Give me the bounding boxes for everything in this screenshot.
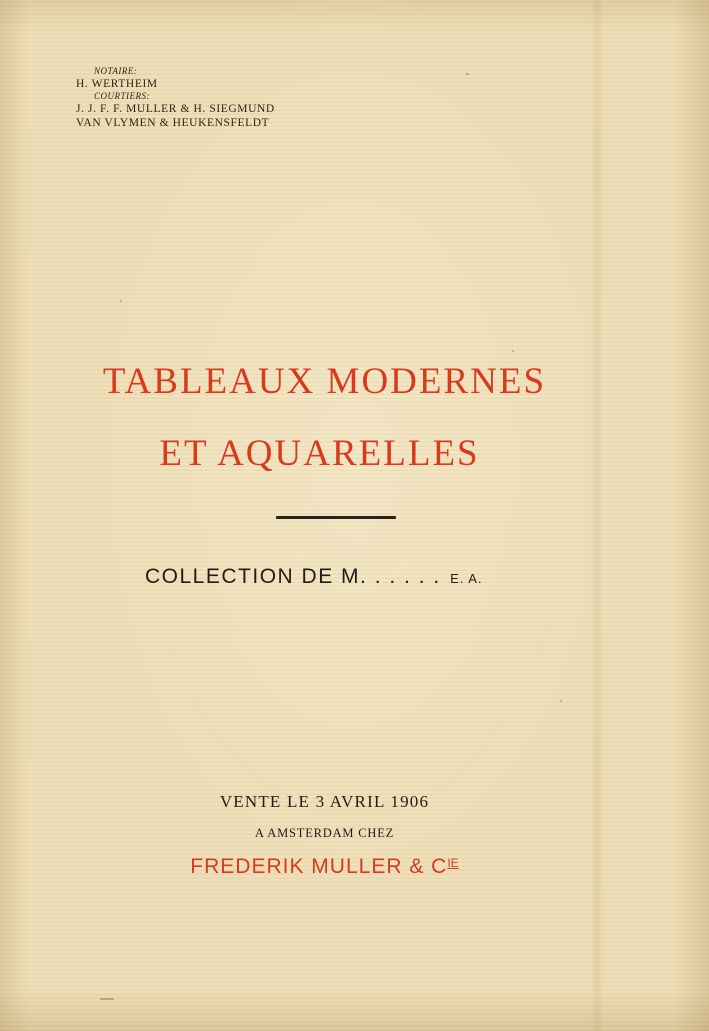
title-line-2: ET AQUARELLES <box>159 433 480 474</box>
notary-label: NOTAIRE: <box>94 66 138 76</box>
paper-speck <box>120 300 122 302</box>
header-block <box>76 66 336 130</box>
collection-line <box>145 565 483 589</box>
brokers-line-2: VAN VLYMEN & HEUKENSFELDT <box>76 117 270 129</box>
paper-speck <box>466 73 469 75</box>
title-line-1: TABLEAUX MODERNES <box>102 361 547 402</box>
sale-date: VENTE LE 3 AVRIL 1906 <box>219 792 430 811</box>
collection-text: COLLECTION DE M. . . . . . <box>145 565 441 588</box>
publisher-name <box>0 855 679 879</box>
collection-initials: E. A. <box>450 571 483 586</box>
paper-speck <box>560 700 562 702</box>
paper-speck <box>100 998 114 1000</box>
publisher-suffix: IE <box>447 856 459 870</box>
sale-place: A AMSTERDAM CHEZ <box>254 826 395 840</box>
brokers-label: COURTIERS: <box>94 91 150 101</box>
brokers-line-1: J. J. F. F. MULLER & H. SIEGMUND <box>76 103 275 115</box>
divider-rule <box>276 516 396 519</box>
paper-speck <box>512 350 514 352</box>
notary-name: H. WERTHEIM <box>76 78 158 90</box>
publisher-name-text: FREDERIK MULLER & C <box>190 855 448 878</box>
